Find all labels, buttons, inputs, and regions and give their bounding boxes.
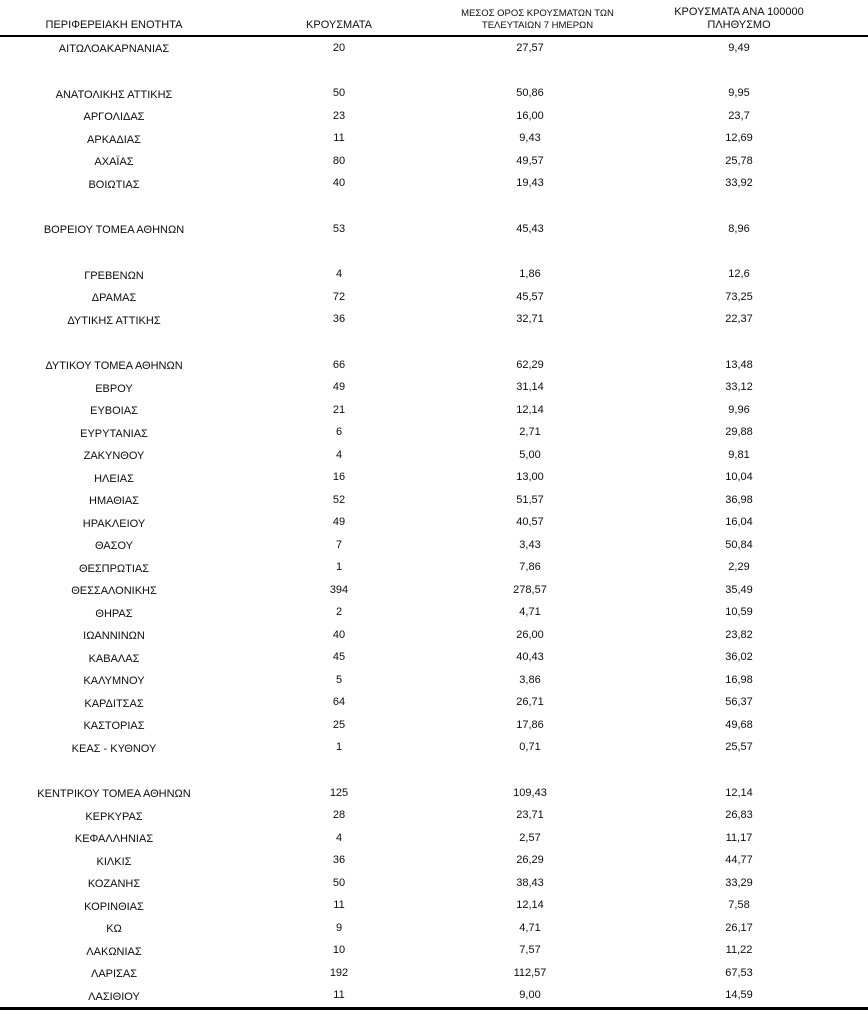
per100k-cell: 56,37	[725, 696, 753, 708]
per100k-cell: 73,25	[725, 290, 753, 303]
table-row	[0, 962, 868, 985]
region-cell: ΑΡΓΟΛΙΔΑΣ	[83, 111, 145, 123]
col-header-per100k-label: ΚΡΟΥΣΜΑΤΑ ΑΝΑ 100000 ΠΛΗΘΥΣΜΟ	[674, 6, 804, 31]
spacer-row	[0, 241, 868, 264]
table-row	[0, 940, 868, 963]
avg7-cell: 112,57	[513, 966, 547, 979]
per100k-cell: 33,12	[725, 381, 753, 393]
avg7-cell: 45,57	[516, 290, 544, 303]
avg7-cell: 2,71	[519, 426, 541, 438]
table-row	[0, 692, 868, 715]
per100k-cell: 16,04	[725, 516, 753, 528]
region-cell: ΛΑΡΙΣΑΣ	[90, 968, 137, 980]
per100k-cell: 10,59	[725, 606, 753, 618]
region-cell: ΑΧΑΪΑΣ	[94, 156, 134, 168]
table-row	[0, 805, 868, 828]
table-row	[0, 782, 868, 805]
region-cell: ΔΡΑΜΑΣ	[91, 292, 137, 304]
table-row	[0, 850, 868, 873]
avg7-cell: 62,29	[516, 358, 544, 371]
region-cell: ΘΗΡΑΣ	[95, 607, 133, 620]
region-cell: ΑΡΚΑΔΙΑΣ	[87, 133, 141, 146]
avg7-cell: 1,86	[519, 268, 541, 280]
per100k-cell: 10,04	[725, 471, 753, 483]
per100k-cell: 13,48	[725, 358, 753, 371]
avg7-cell: 3,86	[519, 673, 541, 686]
table-row	[0, 444, 868, 467]
region-cell: ΚΕΝΤΡΙΚΟΥ ΤΟΜΕΑ ΑΘΗΝΩΝ	[37, 788, 191, 800]
per100k-cell: 9,49	[728, 41, 750, 54]
avg7-cell: 13,00	[516, 471, 544, 483]
header-row	[0, 0, 868, 36]
cases-cell: 4	[335, 831, 343, 844]
region-cell: ΚΟΡΙΝΘΙΑΣ	[84, 900, 144, 913]
avg7-cell: 278,57	[513, 583, 547, 596]
per100k-cell: 33,92	[725, 177, 753, 189]
avg7-cell: 23,71	[516, 809, 544, 821]
region-cell: ΛΑΣΙΘΙΟΥ	[88, 990, 140, 1003]
table-row	[0, 602, 868, 625]
table-row	[0, 737, 868, 760]
cases-cell: 11	[333, 989, 345, 1001]
avg7-cell: 109,43	[513, 786, 547, 799]
cases-cell: 2	[335, 606, 343, 618]
region-cell: ΗΜΑΘΙΑΣ	[89, 495, 139, 507]
cases-cell: 72	[332, 290, 346, 303]
spacer-row	[0, 60, 868, 83]
avg7-cell: 19,43	[516, 177, 544, 189]
cases-cell: 25	[332, 718, 346, 731]
spacer-cell	[0, 195, 868, 218]
cases-cell: 7	[335, 538, 343, 551]
cases-cell: 64	[332, 696, 346, 708]
avg7-cell: 3,43	[519, 538, 541, 551]
avg7-cell: 26,29	[516, 854, 544, 866]
per100k-cell: 22,37	[725, 313, 753, 325]
per100k-cell: 8,96	[728, 222, 750, 235]
per100k-cell: 26,83	[725, 809, 753, 821]
per100k-cell: 36,98	[725, 493, 753, 506]
region-cell: ΚΕΡΚΥΡΑΣ	[85, 810, 143, 823]
cases-cell: 4	[335, 268, 343, 280]
avg7-cell: 16,00	[516, 109, 544, 122]
cases-cell: 192	[329, 966, 349, 979]
cases-cell: 6	[335, 426, 343, 438]
table-row	[0, 534, 868, 557]
avg7-cell: 38,43	[516, 876, 544, 889]
per100k-cell: 26,17	[725, 921, 753, 934]
region-cell: ΚΑΣΤΟΡΙΑΣ	[83, 720, 145, 732]
region-cell: ΕΒΡΟΥ	[95, 382, 133, 395]
col-header-per100k	[610, 0, 868, 36]
region-cell: ΔΥΤΙΚΟΥ ΤΟΜΕΑ ΑΘΗΝΩΝ	[45, 360, 183, 372]
spacer-cell	[0, 60, 868, 83]
region-cell: ΗΡΑΚΛΕΙΟΥ	[82, 517, 146, 530]
per100k-cell: 12,6	[728, 268, 750, 280]
spacer-cell	[0, 331, 868, 354]
avg7-cell: 31,14	[516, 381, 544, 393]
avg7-cell: 9,00	[519, 989, 541, 1001]
cases-cell: 1	[335, 741, 343, 753]
cases-cell: 49	[332, 516, 346, 528]
cases-cell: 125	[329, 786, 349, 799]
avg7-cell: 26,71	[516, 696, 544, 708]
avg7-cell: 4,71	[519, 606, 541, 618]
cases-cell: 40	[332, 177, 346, 189]
per100k-cell: 33,29	[725, 876, 753, 889]
spacer-cell	[0, 759, 868, 782]
cases-cell: 4	[335, 448, 343, 461]
per100k-cell: 23,7	[728, 109, 750, 122]
region-cell: ΚΕΦΑΛΛΗΝΙΑΣ	[74, 833, 154, 845]
region-cell: ΑΙΤΩΛΟΑΚΑΡΝΑΝΙΑΣ	[58, 43, 170, 55]
per100k-cell: 7,58	[728, 899, 750, 911]
region-cell: ΚΟΖΑΝΗΣ	[87, 878, 141, 890]
per100k-cell: 11,22	[725, 944, 753, 956]
per100k-cell: 12,14	[725, 786, 753, 799]
cases-cell: 23	[332, 109, 346, 122]
table-row	[0, 128, 868, 151]
cases-cell: 11	[333, 132, 345, 144]
table-row	[0, 624, 868, 647]
table-row	[0, 669, 868, 692]
table-row	[0, 714, 868, 737]
region-cell: ΒΟΡΕΙΟΥ ΤΟΜΕΑ ΑΘΗΝΩΝ	[43, 224, 185, 236]
avg7-cell: 4,71	[519, 921, 541, 934]
table-row	[0, 309, 868, 332]
region-cell: ΚΑΒΑΛΑΣ	[88, 652, 140, 665]
table-row	[0, 467, 868, 490]
cases-cell: 11	[333, 899, 345, 911]
avg7-cell: 0,71	[519, 741, 541, 753]
avg7-cell: 7,86	[519, 561, 541, 573]
table-row	[0, 286, 868, 309]
cases-cell: 10	[332, 944, 346, 956]
spacer-cell	[0, 241, 868, 264]
region-cell: ΓΡΕΒΕΝΩΝ	[84, 269, 144, 282]
table-row	[0, 354, 868, 377]
per100k-cell: 25,78	[725, 154, 753, 167]
avg7-cell: 45,43	[516, 222, 544, 235]
region-cell: ΒΟΙΩΤΙΑΣ	[88, 178, 140, 191]
avg7-cell: 49,57	[516, 154, 544, 167]
table-row	[0, 150, 868, 173]
per100k-cell: 49,68	[725, 718, 753, 731]
avg7-cell: 50,86	[516, 87, 544, 99]
spacer-row	[0, 195, 868, 218]
region-cell: ΚΩ	[106, 923, 122, 935]
region-cell: ΙΩΑΝΝΙΝΩΝ	[83, 630, 145, 642]
per100k-cell: 16,98	[725, 673, 753, 686]
spacer-row	[0, 331, 868, 354]
region-cell: ΕΥΒΟΙΑΣ	[90, 405, 138, 417]
avg7-cell: 17,86	[516, 718, 544, 731]
table-row	[0, 579, 868, 602]
spacer-row	[0, 759, 868, 782]
table-row	[0, 422, 868, 445]
table-row	[0, 218, 868, 241]
table-header	[0, 0, 868, 36]
cases-cell: 52	[332, 493, 346, 506]
avg7-cell: 9,43	[519, 132, 541, 144]
avg7-cell: 27,57	[516, 41, 544, 54]
cases-cell: 45	[332, 651, 346, 663]
cases-cell: 53	[332, 222, 346, 235]
col-header-avg7	[450, 0, 614, 36]
per100k-cell: 12,69	[725, 132, 753, 144]
region-cell: ΚΕΑΣ - ΚΥΘΝΟΥ	[71, 742, 157, 755]
cases-cell: 50	[332, 876, 346, 889]
cases-cell: 5	[335, 673, 343, 686]
avg7-cell: 12,14	[516, 899, 544, 911]
cases-cell: 21	[332, 403, 346, 416]
table-row	[0, 985, 868, 1009]
col-header-region-label: ΠΕΡΙΦΕΡΕΙΑΚΗ ΕΝΟΤΗΤΑ	[45, 19, 183, 31]
region-cell: ΑΝΑΤΟΛΙΚΗΣ ΑΤΤΙΚΗΣ	[55, 88, 173, 101]
region-cell: ΖΑΚΥΝΘΟΥ	[83, 450, 145, 462]
region-cell: ΚΑΡΔΙΤΣΑΣ	[84, 697, 144, 710]
cases-cell: 49	[332, 381, 346, 393]
region-cell: ΕΥΡΥΤΑΝΙΑΣ	[80, 427, 148, 440]
cases-cell: 36	[332, 313, 346, 325]
col-header-cases-label: ΚΡΟΥΣΜΑΤΑ	[306, 19, 372, 31]
cases-cell: 394	[329, 583, 349, 596]
table-row	[0, 377, 868, 400]
table-row	[0, 647, 868, 670]
region-cell: ΛΑΚΩΝΙΑΣ	[86, 945, 142, 958]
per100k-cell: 29,88	[725, 426, 753, 438]
table-row	[0, 917, 868, 940]
table-row	[0, 105, 868, 128]
region-cell: ΚΑΛΥΜΝΟΥ	[83, 675, 145, 687]
table-row	[0, 872, 868, 895]
col-header-region	[0, 0, 228, 36]
cases-cell: 16	[332, 471, 346, 483]
per100k-cell: 9,96	[728, 403, 750, 416]
cases-cell: 28	[332, 809, 346, 821]
table-row	[0, 489, 868, 512]
region-cell: ΘΑΣΟΥ	[94, 540, 134, 552]
table-row	[0, 512, 868, 535]
avg7-cell: 2,57	[519, 831, 541, 844]
per100k-cell: 23,82	[725, 628, 753, 641]
col-header-cases	[228, 0, 450, 36]
table-row	[0, 827, 868, 850]
table-row	[0, 399, 868, 422]
table-row	[0, 557, 868, 580]
avg7-cell: 12,14	[516, 403, 544, 416]
cases-cell: 80	[332, 154, 346, 167]
region-cell: ΗΛΕΙΑΣ	[94, 472, 134, 485]
avg7-cell: 51,57	[516, 493, 544, 506]
table-row	[0, 36, 868, 60]
avg7-cell: 40,43	[516, 651, 544, 663]
cases-cell: 20	[332, 41, 346, 54]
cases-cell: 9	[335, 921, 343, 934]
per100k-cell: 25,57	[725, 741, 753, 753]
per100k-cell: 14,59	[725, 989, 753, 1001]
per100k-cell: 2,29	[728, 561, 750, 573]
per100k-cell: 9,95	[728, 87, 750, 99]
avg7-cell: 40,57	[516, 516, 544, 528]
cases-cell: 36	[332, 854, 346, 866]
cases-cell: 50	[332, 87, 346, 99]
avg7-cell: 26,00	[516, 628, 544, 641]
region-cell: ΔΥΤΙΚΗΣ ΑΤΤΙΚΗΣ	[67, 314, 161, 327]
per100k-cell: 11,17	[725, 831, 753, 844]
cases-cell: 1	[335, 561, 343, 573]
table-body	[0, 36, 868, 1009]
region-cell: ΚΙΛΚΙΣ	[96, 855, 132, 868]
cases-cell: 40	[332, 628, 346, 641]
region-cell: ΘΕΣΣΑΛΟΝΙΚΗΣ	[71, 585, 157, 597]
avg7-cell: 7,57	[519, 944, 541, 956]
cases-cell: 66	[332, 358, 346, 371]
per100k-cell: 44,77	[725, 854, 753, 866]
avg7-cell: 5,00	[519, 448, 541, 461]
col-header-avg7-label: ΜΕΣΟΣ ΟΡΟΣ ΚΡΟΥΣΜΑΤΩΝ ΤΩΝ ΤΕΛΕΥΤΑΙΩΝ 7 ΗΜΕΡΩΝ	[461, 8, 614, 31]
region-cell: ΘΕΣΠΡΩΤΙΑΣ	[78, 562, 150, 575]
table-row	[0, 173, 868, 196]
per100k-cell: 67,53	[725, 966, 753, 979]
per100k-cell: 50,84	[725, 538, 753, 551]
table-row	[0, 83, 868, 106]
per100k-cell: 36,02	[725, 651, 753, 663]
per100k-cell: 35,49	[725, 583, 753, 596]
avg7-cell: 32,71	[516, 313, 544, 325]
table-row	[0, 264, 868, 287]
per100k-cell: 9,81	[728, 448, 750, 461]
